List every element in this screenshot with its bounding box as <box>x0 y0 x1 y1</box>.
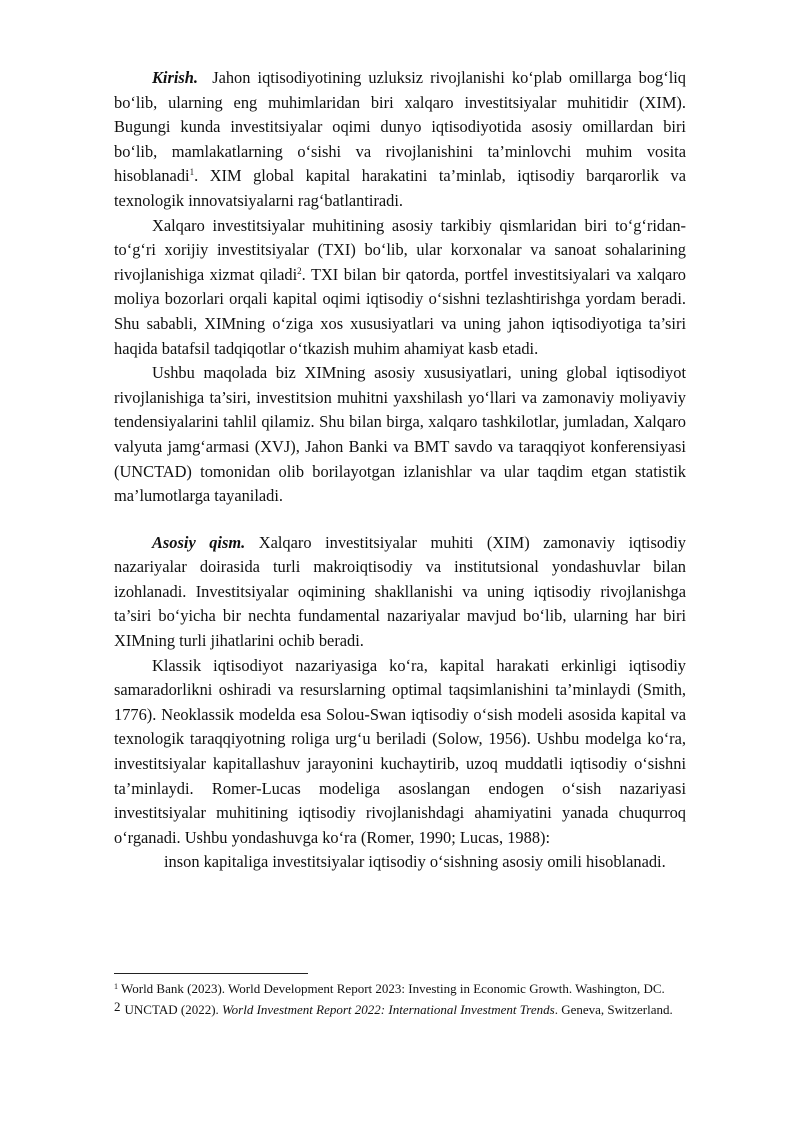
intro-heading: Kirish. <box>152 68 199 87</box>
intro-p2-text-b: . TXI bilan bir qatorda, portfel investitsiyalari va xalqaro moliya bozorlari orqali kapital oqimi iqtisodiy o‘sishni tezlashtirishga yordam beradi. Shu sababli, XIMning o‘ziga xos xususiyatlari va uning jahon iqtisodiyotiga ta’siri haqida batafsil tadqiqotlar o‘tkazish muhim ahamiyat kasb etadi. <box>114 264 686 358</box>
footnote-ref-2[interactable]: 2 <box>297 265 302 276</box>
intro-paragraph-2 <box>114 214 686 362</box>
footnote-2-post: . Geneva, Switzerland. <box>554 1002 673 1017</box>
footnote-2-title: World Investment Report 2022: International Investment Trends <box>222 1002 555 1017</box>
intro-p2-text-a: Xalqaro investitsiyalar muhitining asosiy tarkibiy qismlaridan biri to‘g‘ridan-to‘g‘ri xorijiy investitsiyalar (TXI) bo‘lib, ular korxonalar va sanoat sohalarining rivojlanishiga xizmat qiladi <box>114 215 686 284</box>
footnote-1 <box>114 981 686 997</box>
footnote-ref-1[interactable]: 1 <box>189 167 195 178</box>
footnote-2-mark: 2 <box>114 999 121 1014</box>
footnote-2-pre: UNCTAD (2022). <box>124 1002 223 1017</box>
footnote-2 <box>114 999 686 1018</box>
main-p1-text: Xalqaro investitsiyalar muhiti (XIM) zamonaviy iqtisodiy nazariyalar doirasida turli makroiqtisodiy va institutsional yondashuvlar bilan izohlanadi. Investitsiyalar oqimining shakllanishi va uning iqtisodiy rivojlanishga ta’siri bo‘yicha bir nechta fundamental nazariyalar mavjud bo‘lib, ularning har biri XIMning turli jihatlarini ochib beradi. <box>114 532 686 651</box>
intro-paragraph-1 <box>114 66 686 214</box>
article-body <box>114 66 686 875</box>
footnote-divider <box>114 973 308 974</box>
main-paragraph-3: inson kapitaliga investitsiyalar iqtisodiy o‘sishning asosiy omili hisoblanadi. <box>164 852 666 872</box>
main-paragraph-1 <box>114 531 686 654</box>
intro-p1-text-b: . XIM global kapital harakatini ta’minlab, iqtisodiy barqarorlik va texnologik innovatsiyalarni rag‘batlantiradi. <box>114 166 686 210</box>
footnote-1-mark: 1 <box>114 982 118 991</box>
intro-paragraph-3: Ushbu maqolada biz XIMning asosiy xususiyatlari, uning global iqtisodiyot rivojlanishiga ta’siri, investitsion muhitni yaxshilash yo‘llari va zamonaviy moliyaviy tendensiyalarini tahlil qilamiz. Shu bilan birga, xalqaro tashkilotlar, jumladan, Xalqaro valyuta jamg‘armasi (XVJ), Jahon Banki va BMT savdo va taraqqiyot konferensiyasi (UNCTAD) tomonidan olib borilayotgan izlanishlar va ular taqdim etgan statistik ma’lumotlarga tayaniladi. <box>114 363 686 506</box>
footnote-1-text: World Bank (2023). World Development Report 2023: Investing in Economic Growth. Washington, DC. <box>121 981 665 996</box>
section-gap <box>114 509 686 531</box>
footnotes <box>114 981 686 1020</box>
intro-p1-text-a: Jahon iqtisodiyotining uzluksiz rivojlanishi ko‘plab omillarga bog‘liq bo‘lib, ularning eng muhimlaridan biri xalqaro investitsiyalar muhitidir (XIM). Bugungi kunda investitsiyalar oqimi dunyo iqtisodiyotida asosiy omillardan biri bo‘lib, mamlakatlarning o‘sishi va rivojlanishini ta’minlovchi muhim vosita hisoblanadi <box>114 68 687 186</box>
main-heading: Asosiy qism. <box>152 532 246 552</box>
main-paragraph-2: Klassik iqtisodiyot nazariyasiga ko‘ra, kapital harakati erkinligi iqtisodiy samaradorlikni oshiradi va resurslarning optimal taqsimlanishini ta’minlaydi (Smith, 1776). Neoklassik modelda esa Solou-Swan iqtisodiy o‘sish modeli asosida kapital va texnologik taraqqiyotning roliga urg‘u beriladi (Solow, 1956). Ushbu modelga ko‘ra, investitsiyalar kapitallashuv jarayonini kuchaytirib, uzoq muddatli iqtisodiy o‘sishni ta’minlaydi. Romer-Lucas modeliga asoslangan endogen o‘sish nazariyasi investitsiyalar muhitining iqtisodiy rivojlanishdagi ahamiyatini yanada chuqurroq o‘rganadi. Ushbu yondashuvga ko‘ra (Romer, 1990; Lucas, 1988): <box>114 655 686 847</box>
